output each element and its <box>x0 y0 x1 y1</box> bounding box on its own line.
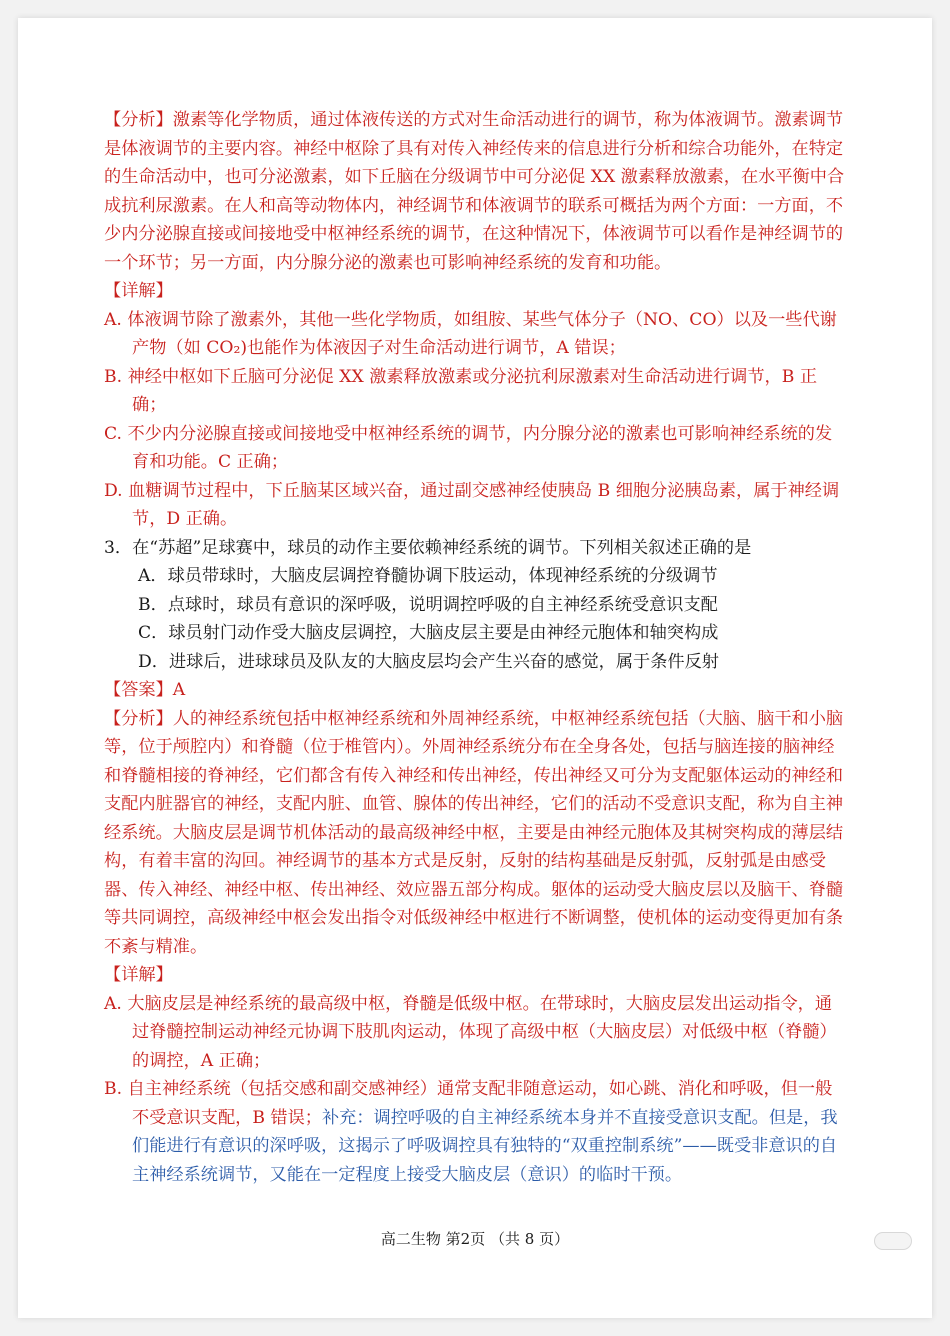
detail-1-label: 【详解】 <box>104 281 173 301</box>
watermark-badge <box>874 1232 912 1250</box>
analysis-1 <box>104 106 849 277</box>
detail-1-item-d: D. 血糖调节过程中，下丘脑某区域兴奋，通过副交感神经使胰岛 B 细胞分泌胰岛素，属于神经调节，D 正确。 <box>104 480 840 529</box>
detail-1-item-a: A. 体液调节除了激素外，其他一些化学物质，如组胺、某些气体分子（NO、CO）以及一些代谢产物（如 CO₂)也能作为体液因子对生命活动进行调节，A 错误； <box>104 309 837 358</box>
detail-2-item-b-text: 自主神经系统（包括交感和副交感神经）通常支配非随意运动，如心跳、消化和呼吸，但一般不受意识支配，B 错误； <box>127 1079 833 1128</box>
question-3-option-c: C．球员射门动作受大脑皮层调控，大脑皮层主要是由神经元胞体和轴突构成 <box>138 623 719 643</box>
analysis-1-label: 【分析】 <box>104 110 173 130</box>
page-content <box>104 106 849 1189</box>
detail-2-item-b: B. 自主神经系统（包括交感和副交感神经）通常支配非随意运动，如心跳、消化和呼吸，但一般不受意识支配，B 错误；补充：调控呼吸的自主神经系统本身并不直接受意识支配。但是，我们能进行有意识的深呼吸，这揭示了呼吸调控具有独特的“双重控制系统”——既受非意识的自主神经系统调节，又能在一定程度上接受大脑皮层（意识）的临时干预。 <box>104 1079 838 1185</box>
question-3-option-b: B．点球时，球员有意识的深呼吸，说明调控呼吸的自主神经系统受意识支配 <box>138 594 718 615</box>
question-3-option-a: A．球员带球时，大脑皮层调控脊髓协调下肢运动，体现神经系统的分级调节 <box>138 566 718 586</box>
supplement-note: 补充：调控呼吸的自主神经系统本身并不直接受意识支配。但是，我们能进行有意识的深呼吸，这揭示了呼吸调控具有独特的“双重控制系统”——既受非意识的自主神经系统调节，又能在一定程度上接受大脑皮层（意识）的临时干预。 <box>132 1107 838 1185</box>
detail-1-item-b: B. 神经中枢如下丘脑可分泌促 XX 激素释放激素或分泌抗利尿激素对生命活动进行调节，B 正确； <box>104 366 818 415</box>
analysis-2 <box>104 705 849 962</box>
question-3-stem: 3．在“苏超”足球赛中，球员的动作主要依赖神经系统的调节。下列相关叙述正确的是 <box>104 537 752 558</box>
document-page <box>18 18 932 1318</box>
detail-1-item-c: C. 不少内分泌腺直接或间接地受中枢神经系统的调节，内分腺分泌的激素也可影响神经系统的发育和功能。C 正确； <box>104 423 833 472</box>
page-footer: 高二生物 第2页 （共 8 页） <box>380 1230 570 1248</box>
analysis-2-label: 【分析】 <box>104 708 173 729</box>
answer-3 <box>104 676 849 705</box>
answer-3-label: 【答案】 <box>104 680 173 700</box>
question-3-option-d: D．进球后，进球球员及队友的大脑皮层均会产生兴奋的感觉，属于条件反射 <box>138 651 719 672</box>
analysis-2-text: 人的神经系统包括中枢神经系统和外周神经系统，中枢神经系统包括（大脑、脑干和小脑等，位于颅腔内）和脊髓（位于椎管内）。外周神经系统分布在全身各处，包括与脑连接的脑神经和脊髓相接的脊神经，它们都含有传入神经和传出神经，传出神经又可分为支配躯体运动的神经和支配内脏器官的神经，支配内脏、血管、腺体的传出神经，它们的活动不受意识支配，称为自主神经系统。大脑皮层是调节机体活动的最高级神经中枢，主要是由神经元胞体及其树突构成的薄层结构，有着丰富的沟回。神经调节的基本方式是反射，反射的结构基础是反射弧，反射弧是由感受器、传入神经、神经中枢、传出神经、效应器五部分构成。躯体的运动受大脑皮层以及脑干、脊髓等共同调控，高级神经中枢会发出指令对低级神经中枢进行不断调整，使机体的运动变得更加有条不紊与精准。 <box>104 708 844 957</box>
analysis-1-text: 激素等化学物质，通过体液传送的方式对生命活动进行的调节，称为体液调节。激素调节是体液调节的主要内容。神经中枢除了具有对传入神经传来的信息进行分析和综合功能外，在特定的生命活动中，也可分泌激素，如下丘脑在分级调节中可分泌促 XX 激素释放激素，在水平衡中合成抗利尿激素。在人和高等动物体内，神经调节和体液调节的联系可概括为两个方面：一方面，不少内分泌腺直接或间接地受中枢神经系统的调节，在这种情况下，体液调节可以看作是神经调节的一个环节；另一方面，内分腺分泌的激素也可影响神经系统的发育和功能。 <box>104 110 845 273</box>
answer-3-value: A <box>172 680 186 700</box>
detail-2-label: 【详解】 <box>104 965 173 985</box>
detail-2-item-a: A. 大脑皮层是神经系统的最高级中枢，脊髓是低级中枢。在带球时，大脑皮层发出运动指令，通过脊髓控制运动神经元协调下肢肌肉运动，体现了高级中枢（大脑皮层）对低级中枢（脊髓）的调控，A 正确； <box>104 993 837 1071</box>
